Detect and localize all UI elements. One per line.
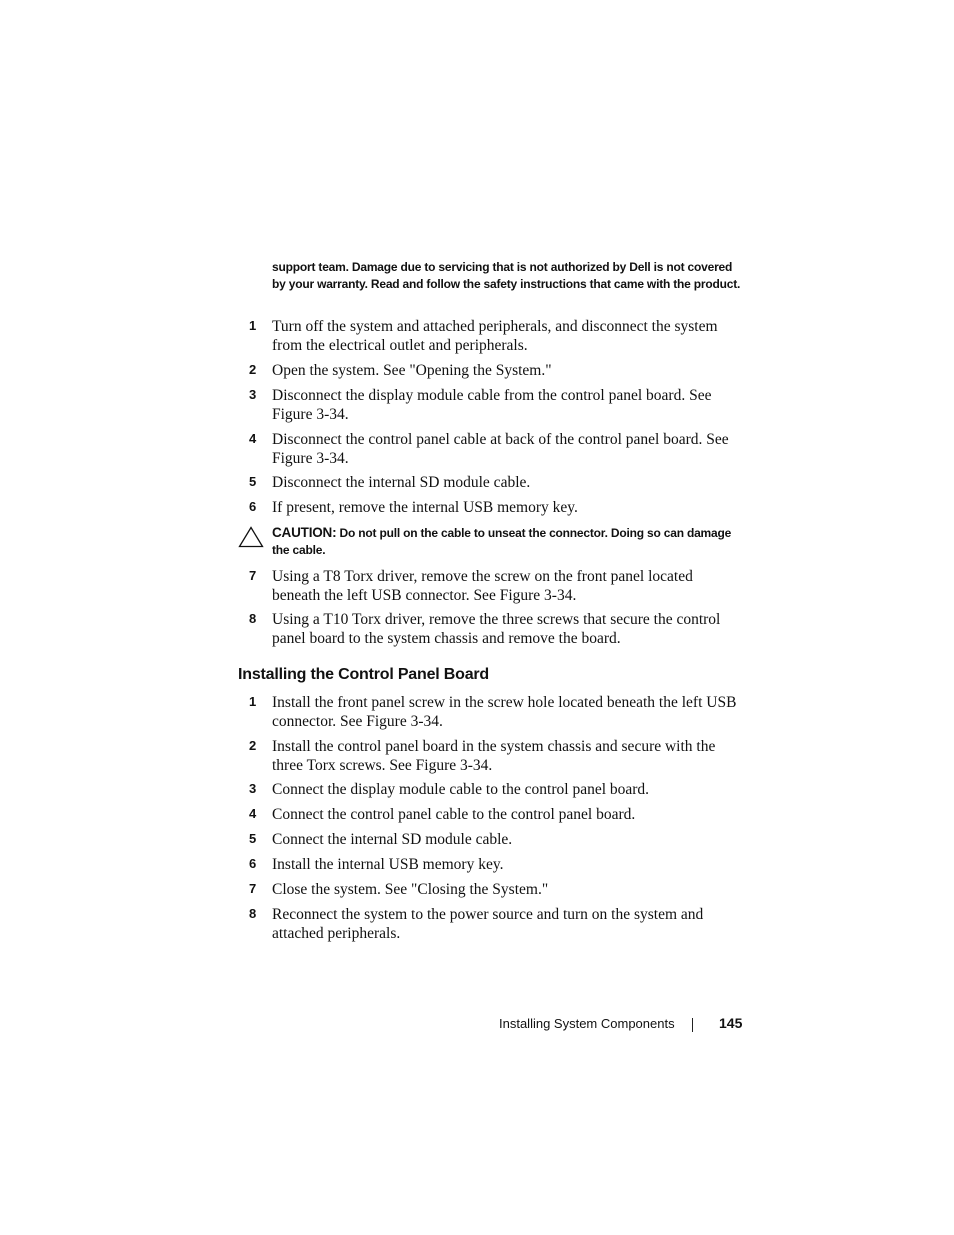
step-text: Connect the display module cable to the control panel board. <box>272 781 650 798</box>
step-number: 2 <box>249 362 257 377</box>
step-text: If present, remove the internal USB memory key. <box>272 499 578 516</box>
step-text: Using a T10 Torx driver, remove the three screws that secure the control panel board to the system chassis and remove the board. <box>272 611 721 647</box>
step-number: 3 <box>249 387 257 402</box>
step-number: 4 <box>249 806 257 821</box>
step-text: Open the system. See "Opening the System." <box>272 362 552 379</box>
step-number: 5 <box>249 474 257 489</box>
step-text: Close the system. See "Closing the System." <box>272 881 549 898</box>
step-number: 1 <box>249 318 257 333</box>
step-number: 4 <box>249 431 257 446</box>
step-number: 7 <box>249 881 257 896</box>
caution-body: Do not pull on the cable to unseat the connector. Doing so can damage the cable. <box>272 526 732 557</box>
step-text: Using a T8 Torx driver, remove the screw on the front panel located beneath the left USB connector. See Figure 3-34. <box>272 568 693 604</box>
step-text: Disconnect the display module cable from the control panel board. See Figure 3-34. <box>272 387 712 423</box>
page-number: 145 <box>719 1015 743 1031</box>
footer-section-title: Installing System Components <box>499 1016 675 1031</box>
footer-divider <box>692 1018 693 1032</box>
step-text: Install the front panel screw in the screw hole located beneath the left USB connector. See Figure 3-34. <box>272 694 737 730</box>
caution-text <box>272 524 742 559</box>
step-text: Install the internal USB memory key. <box>272 856 504 873</box>
step-number: 6 <box>249 856 257 871</box>
step-number: 5 <box>249 831 257 846</box>
step-number: 7 <box>249 568 257 583</box>
step-text: Connect the internal SD module cable. <box>272 831 513 848</box>
step-number: 8 <box>249 611 257 626</box>
step-text: Turn off the system and attached peripherals, and disconnect the system from the electrical outlet and peripherals. <box>272 318 718 354</box>
section-heading: Installing the Control Panel Board <box>238 666 489 683</box>
step-text: Reconnect the system to the power source and turn on the system and attached peripherals. <box>272 906 704 942</box>
step-number: 2 <box>249 738 257 753</box>
step-number: 1 <box>249 694 257 709</box>
caution-label: CAUTION: <box>272 525 337 540</box>
step-text: Disconnect the control panel cable at back of the control panel board. See Figure 3-34. <box>272 431 729 467</box>
step-text: Connect the control panel cable to the control panel board. <box>272 806 636 823</box>
step-number: 3 <box>249 781 257 796</box>
step-text: Disconnect the internal SD module cable. <box>272 474 531 491</box>
warning-continuation: support team. Damage due to servicing that is not authorized by Dell is not covered by your warranty. Read and follow the safety instructions that came with the product. <box>272 260 741 291</box>
step-number: 6 <box>249 499 257 514</box>
step-number: 8 <box>249 906 257 921</box>
step-text: Install the control panel board in the system chassis and secure with the three Torx screws. See Figure 3-34. <box>272 738 716 774</box>
caution-triangle-icon <box>238 526 264 548</box>
